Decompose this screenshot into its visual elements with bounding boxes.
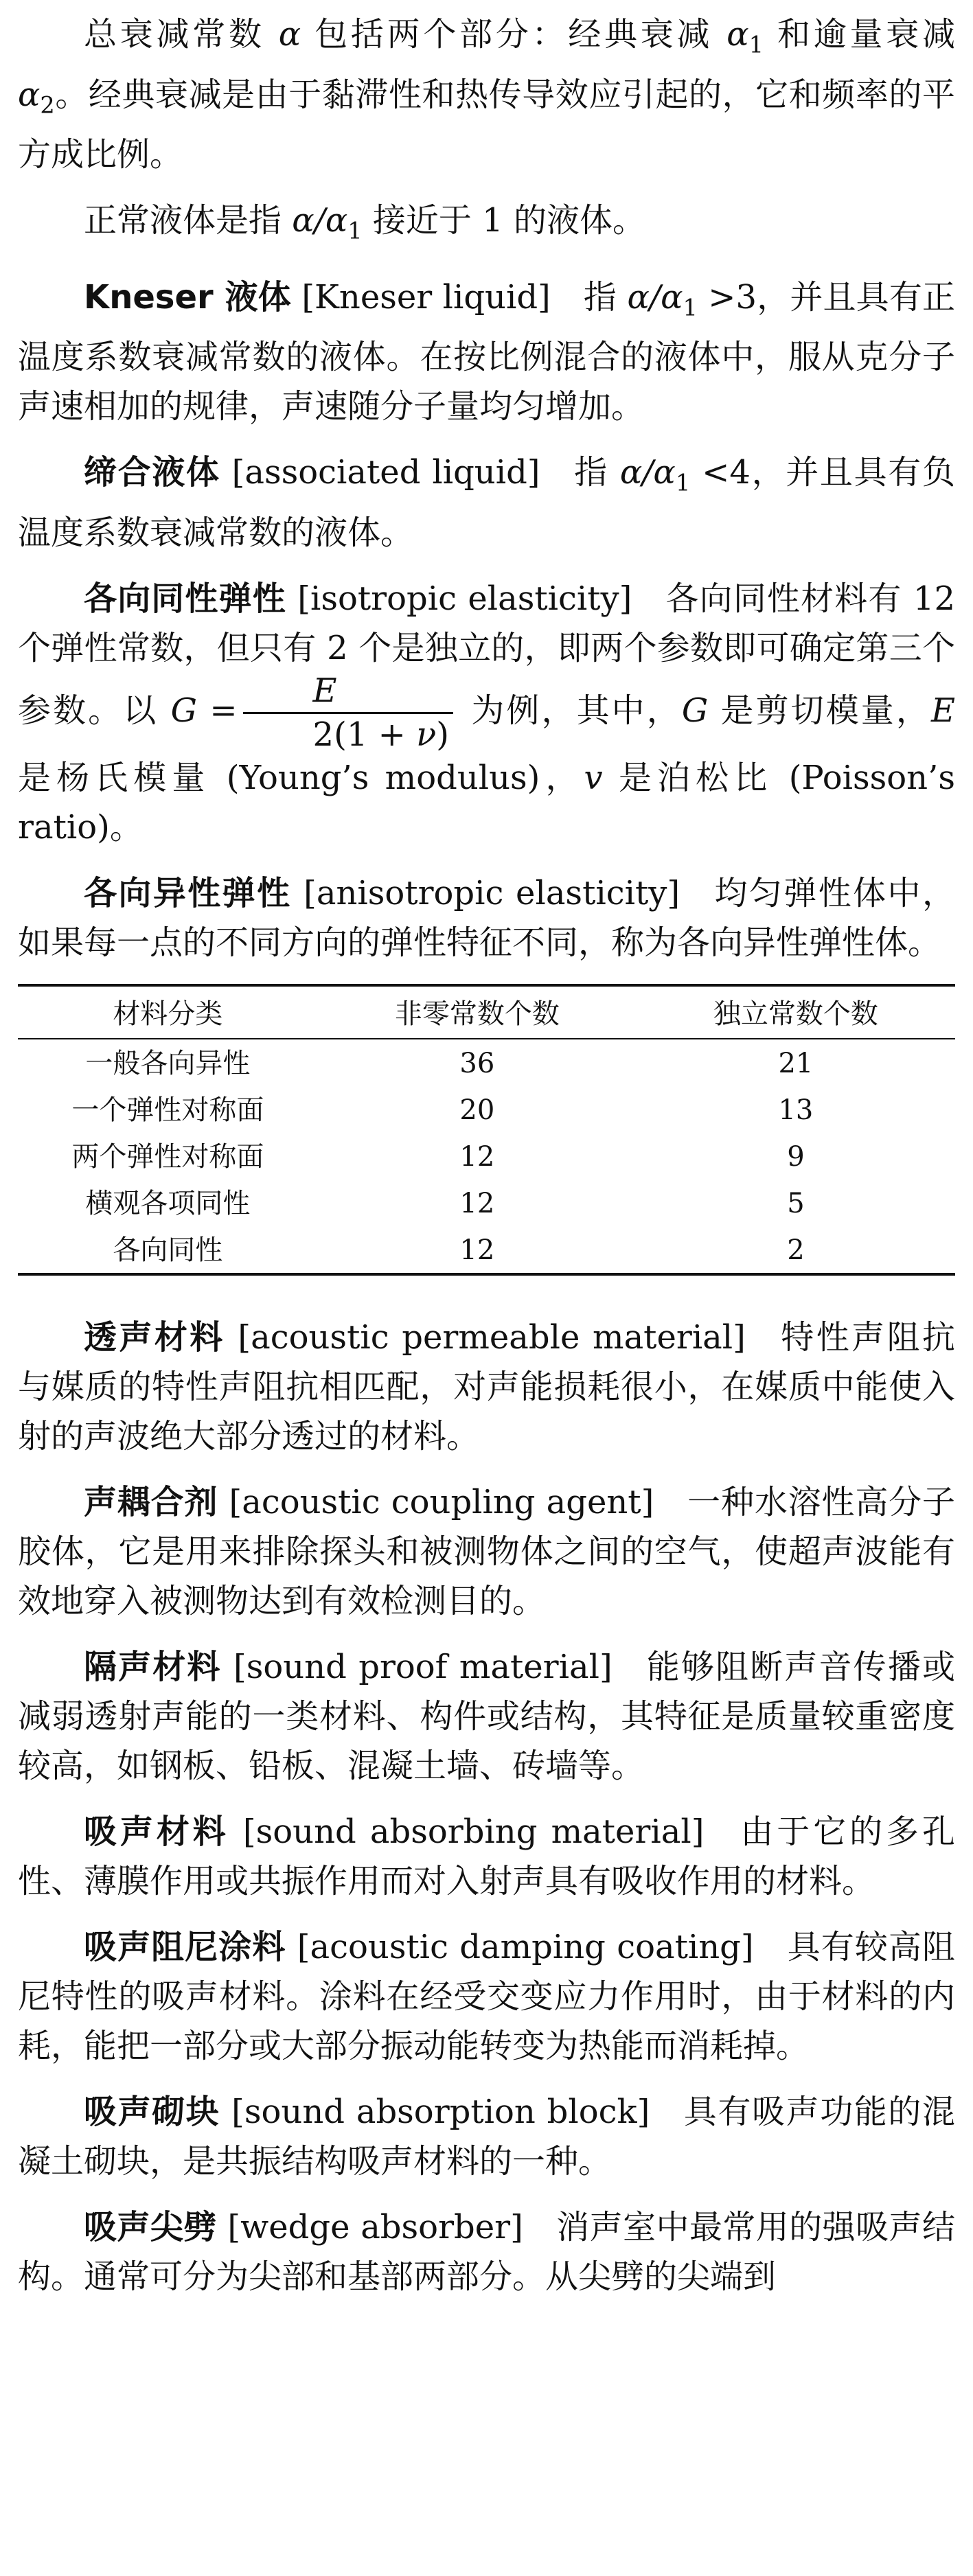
text-run: 接近于 1 的液体。: [362, 201, 645, 240]
entry-body: 特性声阻抗与媒质的特性声阻抗相匹配，对声能损耗很小，在媒质中能使入射的声波绝大部分透过的材料。: [18, 1318, 955, 1456]
entry-sound-absorbing-material: [18, 1807, 955, 1906]
entry-body: 消声室中最常用的强吸声结构。通常可分为尖部和基部两部分。从尖劈的尖端到: [18, 2207, 955, 2296]
entry-acoustic-permeable-material: [18, 1313, 955, 1461]
table-cell: 12: [459, 1140, 495, 1173]
math-ratio: $\alpha/\alpha_1$: [292, 201, 363, 244]
entry-english-term: [wedge absorber]: [227, 2207, 523, 2246]
table-cell: 12: [459, 1234, 495, 1266]
table-cell: 一个弹性对称面: [71, 1094, 264, 1126]
entry-term: 各向异性弹性: [84, 873, 292, 912]
table-cell: 20: [459, 1094, 495, 1126]
entry-body: 是泊松比 (Poisson’s ratio)。: [18, 758, 955, 847]
table-row: [18, 1133, 955, 1180]
entry-term: 吸声阻尼涂料: [84, 1927, 286, 1966]
table-header-row: [18, 985, 955, 1039]
fraction-denominator: 2(1 + ν): [312, 715, 450, 754]
table-cell: 21: [778, 1047, 814, 1079]
text-run: 正常液体是指: [84, 201, 293, 240]
entry-associated-liquid: [18, 448, 955, 557]
table-cell: 2: [787, 1234, 805, 1266]
entry-body: 具有吸声功能的混凝土砌块，是共振结构吸声材料的一种。: [18, 2092, 955, 2181]
entry-english-term: [anisotropic elasticity]: [304, 873, 680, 912]
table-header-cell: 材料分类: [113, 998, 223, 1030]
math-alpha: α: [278, 15, 301, 54]
math-ratio: $\alpha/\alpha_1$: [619, 453, 691, 496]
entry-english-term: [sound absorption block]: [231, 2092, 650, 2131]
entry-term: 各向同性弹性: [84, 579, 286, 618]
entry-body: 各向同性材料有 12 个弹性常数，但只有 2 个是独立的，即两个参数即可确定第三个参数。以: [18, 579, 955, 730]
entry-body: <4，并且具有负温度系数衰减常数的液体。: [18, 453, 955, 552]
table-row: [18, 1226, 955, 1274]
entry-body: 指: [573, 453, 620, 492]
entry-term: 隔声材料: [84, 1647, 222, 1686]
table-row: [18, 1039, 955, 1086]
text-run: 总衰减常数: [84, 15, 279, 54]
intro-paragraph-normal-liquid: [18, 196, 955, 256]
math-var-g: G: [681, 691, 709, 730]
entry-body: >3，并且具有正温度系数衰减常数的液体。在按比例混合的液体中，服从克分子声速相加的规律，声速随分子量均匀增加。: [18, 277, 955, 426]
table-cell: 两个弹性对称面: [71, 1140, 264, 1173]
entry-term: 缔合液体: [84, 453, 220, 492]
entry-body: 是剪切模量，: [708, 691, 931, 730]
math-alpha1: $\alpha_1$: [726, 15, 764, 58]
text-run: 。经典衰减是由于黏滞性和热传导效应引起的，它和频率的平方成比例。: [18, 75, 955, 174]
entry-term: 透声材料: [84, 1318, 225, 1357]
entry-english-term: [sound absorbing material]: [242, 1812, 705, 1851]
entry-sound-proof-material: [18, 1642, 955, 1791]
entry-body: 指: [583, 277, 628, 317]
entry-wedge-absorber: [18, 2203, 955, 2301]
table-cell: 各向同性: [113, 1234, 223, 1266]
entry-body: 为例，其中，: [459, 691, 682, 730]
entry-body: 能够阻断声音传播或减弱透射声能的一类材料、构件或结构，其特征是质量较重密度较高，如钢板、铅板、混凝土墙、砖墙等。: [18, 1647, 955, 1785]
fraction-numerator: E: [243, 673, 453, 714]
table-cell: 36: [459, 1047, 495, 1079]
entry-body: 均匀弹性体中，如果每一点的不同方向的弹性特征不同，称为各向异性弹性体。: [18, 873, 955, 962]
math-ratio: $\alpha/\alpha_1$: [627, 277, 698, 321]
entry-english-term: [acoustic permeable material]: [238, 1318, 746, 1357]
entry-term: 声耦合剂: [84, 1482, 218, 1521]
entry-body: 是杨氏模量 (Young’s modulus)，: [18, 758, 584, 797]
entry-english-term: [isotropic elasticity]: [297, 579, 632, 618]
entry-body: 一种水溶性高分子胶体，它是用来排除探头和被测物体之间的空气，使超声波能有效地穿入被测物达到有效检测目的。: [18, 1482, 956, 1620]
equation-fraction: [243, 673, 453, 753]
entry-anisotropic-elasticity: [18, 869, 955, 967]
table-cell: 9: [787, 1140, 805, 1173]
text-run: 包括两个部分：经典衰减: [301, 15, 727, 54]
table-cell: 13: [778, 1094, 814, 1126]
entry-english-term: [associated liquid]: [231, 453, 540, 492]
entry-kneser-liquid: [18, 273, 955, 432]
text-run: 和逾量衰减: [764, 15, 955, 54]
math-var-v: v: [584, 758, 603, 797]
entry-body: 由于它的多孔性、薄膜作用或共振作用而对入射声具有吸收作用的材料。: [18, 1812, 955, 1900]
table-header-cell: 非零常数个数: [394, 998, 560, 1030]
entry-english-term: [Kneser liquid]: [301, 277, 551, 317]
entry-term: 吸声砌块: [84, 2092, 220, 2131]
table-row: [18, 1086, 955, 1133]
entry-acoustic-damping-coating: [18, 1922, 955, 2071]
entry-english-term: [sound proof material]: [233, 1647, 613, 1686]
entry-english-term: [acoustic damping coating]: [297, 1927, 754, 1966]
math-var-e: E: [930, 691, 955, 730]
entry-english-term: [acoustic coupling agent]: [229, 1482, 654, 1521]
entry-term: 吸声尖劈: [84, 2207, 217, 2246]
entry-isotropic-elasticity: [18, 574, 955, 852]
entry-acoustic-coupling-agent: [18, 1477, 955, 1626]
entry-term: Kneser 液体: [84, 277, 291, 317]
table-cell: 横观各项同性: [85, 1187, 251, 1219]
table-cell: 一般各向异性: [85, 1047, 251, 1079]
entry-sound-absorption-block: [18, 2087, 955, 2186]
table-row: [18, 1180, 955, 1226]
intro-paragraph-attenuation: [18, 10, 955, 179]
table-header-cell: 独立常数个数: [713, 998, 878, 1030]
equation-lhs: G =: [170, 691, 238, 730]
entry-term: 吸声材料: [84, 1812, 229, 1851]
math-alpha2: $\alpha_2$: [18, 75, 55, 119]
elastic-constants-table: [18, 984, 955, 1276]
table-cell: 12: [459, 1187, 495, 1219]
table-cell: 5: [787, 1187, 805, 1219]
entry-body: 具有较高阻尼特性的吸声材料。涂料在经受交变应力作用时，由于材料的内耗，能把一部分或大部分振动能转变为热能而消耗掉。: [18, 1927, 955, 2065]
